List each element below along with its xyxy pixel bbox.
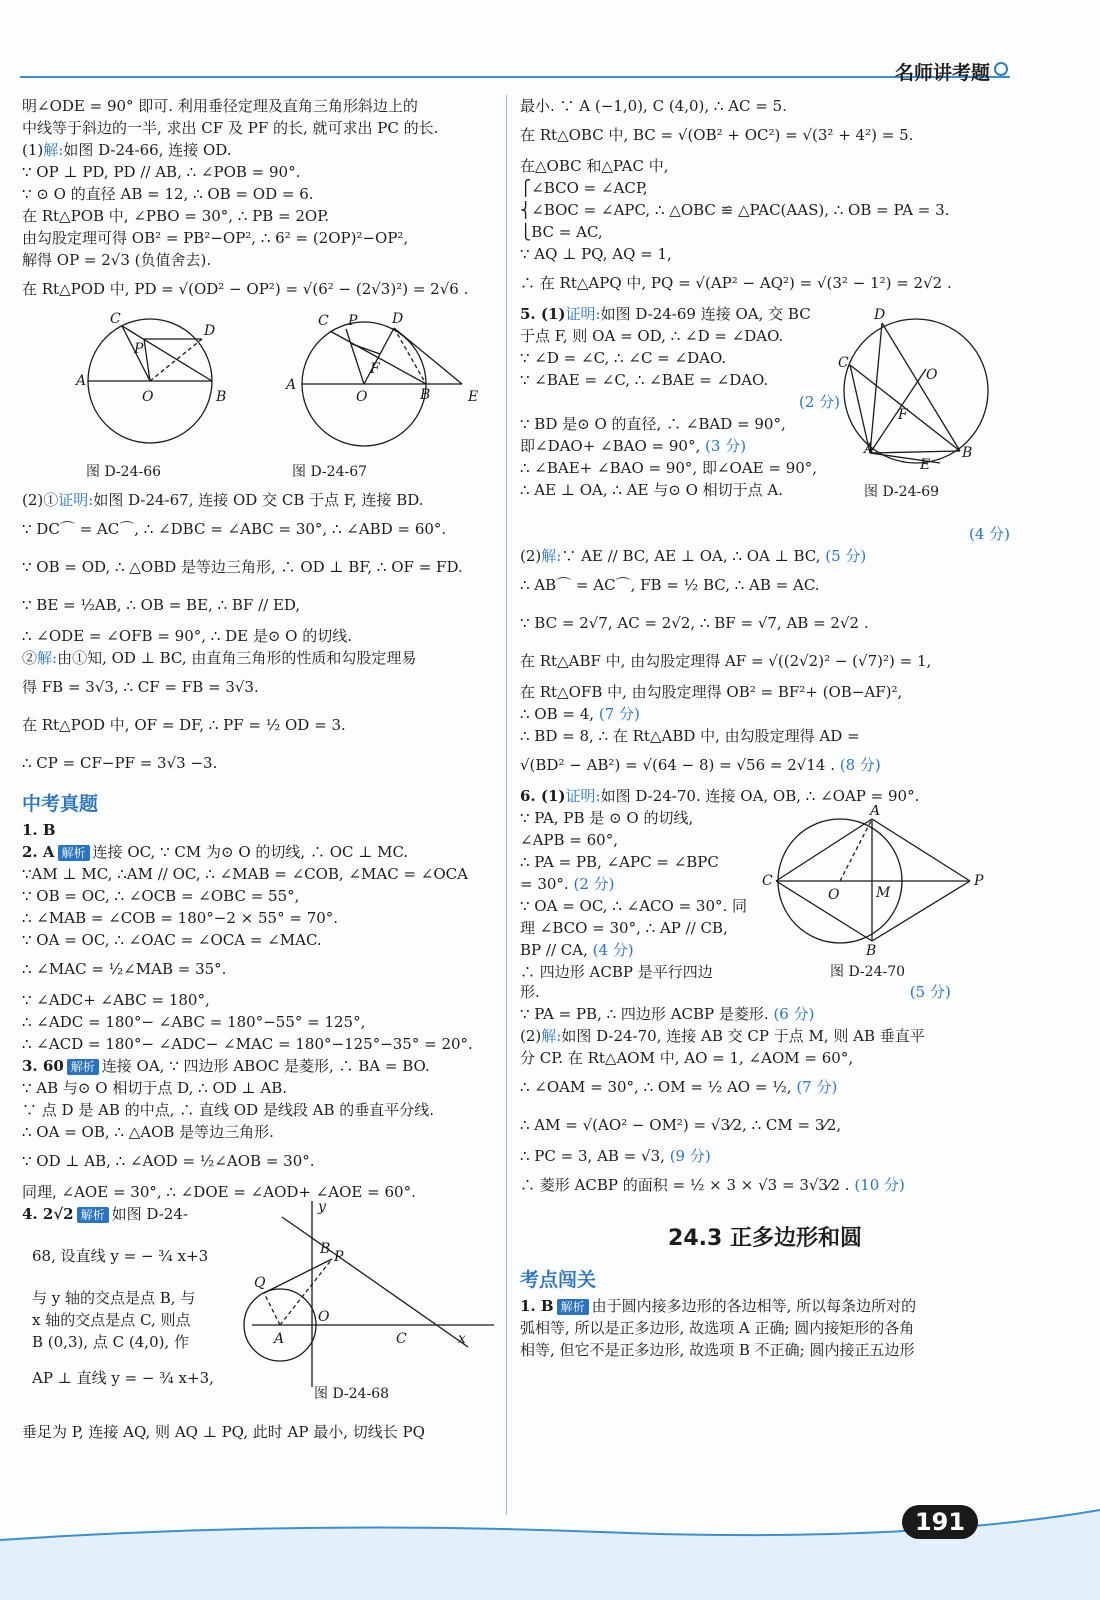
q5-part2-heading: (2)解:∵ AE // BC, AE ⊥ OA, ∴ OA ⊥ BC, (5 分) (520, 547, 867, 565)
fig68-label: y (318, 1199, 326, 1215)
solution-line: = 30°. (2 分) (520, 875, 615, 893)
fig67-label: B (420, 387, 431, 403)
fig69-label: F (898, 407, 908, 423)
fig69-label: C (838, 355, 849, 371)
intro-line: 中线等于斜边的一半, 求出 CF 及 PF 的长, 就可求出 PC 的长. (22, 119, 439, 137)
fig70-label: C (762, 873, 773, 889)
figure-caption: 图 D-24-68 (314, 1386, 390, 1402)
header-circle-icon (994, 62, 1008, 76)
solution-line: ∴ 四边形 ACBP 是平行四边 (520, 963, 713, 981)
solution-line: ∴ AB⌒ = AC⌒, FB = ½ BC, ∴ AB = AC. (520, 576, 820, 594)
solution-line: ∵ BC = 2√7, AC = 2√2, ∴ BF = √7, AB = 2√2 . (520, 614, 869, 632)
question-5-block (520, 303, 1010, 523)
solution-line: 在 Rt△POB 中, ∠PBO = 30°, ∴ PB = 2OP. (22, 207, 330, 225)
solution-line: ∵ PA, PB 是 ⊙ O 的切线, (520, 809, 694, 827)
solution-line: ⎧∠BCO = ∠ACP, (520, 179, 648, 197)
solution-line: ∵ OP ⊥ PD, PD // AB, ∴ ∠POB = 90°. (22, 163, 301, 181)
analysis-tag: 解析 (77, 1207, 109, 1223)
solution-line: ∴ ∠OAM = 30°, ∴ OM = ½ AO = ½, (7 分) (520, 1078, 838, 1096)
proof-tag: 证明: (58, 491, 94, 509)
fig68-label: Q (254, 1275, 266, 1291)
solution-line: ∴ ∠ACD = 180°− ∠ADC− ∠MAC = 180°−125°−35° = 20°. (22, 1035, 473, 1053)
section-heading-exam: 中考真题 (22, 793, 99, 815)
question-6-block (520, 785, 1010, 981)
part3-heading: ②解:由①知, OD ⊥ BC, 由直角三角形的性质和勾股定理易 (22, 649, 417, 667)
solution-line: ∴ ∠BAE+ ∠BAO = 90°, 即∠OAE = 90°, (520, 459, 818, 477)
score-mark: (5 分) (825, 547, 867, 565)
solution-line: B (0,3), 点 C (4,0), 作 (32, 1333, 189, 1351)
solution-line: ∵ AB 与⊙ O 相切于点 D, ∴ OD ⊥ AB. (22, 1079, 288, 1097)
fig69-label: D (874, 307, 886, 323)
solution-line: ∵ OD ⊥ AB, ∴ ∠AOD = ½∠AOB = 30°. (22, 1152, 315, 1170)
part2-heading: (2)①证明:如图 D-24-67, 连接 OD 交 CB 于点 F, 连接 BD. (22, 491, 424, 509)
solution-line: ∴ ∠ODE = ∠OFB = 90°, ∴ DE 是⊙ O 的切线. (22, 627, 353, 645)
solution-line: ∵ OB = OC, ∴ ∠OCB = ∠OBC = 55°, (22, 887, 300, 905)
solution-line: ∴ 在 Rt△APQ 中, PQ = √(AP² − AQ²) = √(3² − 1²) = 2√2 . (520, 274, 952, 292)
solution-tag: 解: (541, 547, 562, 565)
proof-tag: 证明: (565, 305, 601, 323)
score-mark: (2 分) (798, 393, 840, 411)
solution-line: ∵ OA = OC, ∴ ∠OAC = ∠OCA = ∠MAC. (22, 931, 322, 949)
answer-4-heading: 4. 2√2 解析 如图 D-24- (22, 1205, 188, 1223)
fig68-label: C (396, 1331, 407, 1347)
fig69-label: E (920, 457, 931, 473)
solution-line: ∵ ∠ADC+ ∠ABC = 180°, (22, 991, 210, 1009)
solution-tag: 解: (43, 141, 64, 159)
solution-line: 68, 设直线 y = − ¾ x+3 (32, 1247, 209, 1265)
solution-line: √(BD² − AB²) = √(64 − 8) = √56 = 2√14 . (8 分) (520, 756, 881, 774)
fig70-label: P (974, 873, 984, 889)
solution-line: ∵ 点 D 是 AB 的中点, ∴ 直线 OD 是线段 AB 的垂直平分线. (22, 1101, 435, 1119)
analysis-tag: 解析 (557, 1299, 589, 1315)
fig70-label: A (870, 805, 881, 819)
solution-line: ∴ ∠MAB = ∠COB = 180°−2 × 55° = 70°. (22, 909, 339, 927)
solution-tag: 解: (541, 1027, 562, 1045)
figure-caption: 图 D-24-67 (292, 464, 368, 480)
fig69-label: B (962, 445, 973, 461)
fig70-label: O (828, 887, 840, 903)
q5-heading: 5. (1)证明:如图 D-24-69 连接 OA, 交 BC (520, 305, 811, 323)
header-rule (20, 76, 1010, 78)
solution-line: 相等, 但它不是正多边形, 故选项 B 不正确; 圆内接正五边形 (520, 1341, 915, 1359)
fig68-label: P (334, 1249, 344, 1265)
solution-line: 弧相等, 所以是正多边形, 故选项 A 正确; 圆内接矩形的各角 (520, 1319, 915, 1337)
fig70-label: B (866, 943, 877, 955)
solution-line: ∴ AE ⊥ OA, ∴ AE 与⊙ O 相切于点 A. (520, 481, 784, 499)
figure-caption: 图 D-24-69 (864, 484, 940, 500)
k1-heading: 1. B 解析 由于圆内接多边形的各边相等, 所以每条边所对的 (520, 1297, 917, 1315)
section-title: 24.3 正多边形和圆 (668, 1226, 862, 1251)
solution-line: 分 CP. 在 Rt△AOM 中, AO = 1, ∠AOM = 60°, (520, 1049, 854, 1067)
fig68-label: B (320, 1241, 331, 1257)
solution-line: ⎩BC = AC, (520, 223, 603, 241)
solution-line: ∴ AM = √(AO² − OM²) = √3⁄2, ∴ CM = 3⁄2, (520, 1116, 842, 1134)
fig68-label: A (274, 1331, 285, 1347)
solution-line: BP // CA, (4 分) (520, 941, 634, 959)
fig66-label: A (76, 373, 87, 389)
right-column (520, 95, 1010, 1361)
solution-line: 解得 OP = 2√3 (负值舍去). (22, 251, 212, 269)
score-mark: (3 分) (705, 437, 747, 455)
score-mark: (9 分) (669, 1147, 711, 1165)
score-mark: (8 分) (839, 756, 881, 774)
fig66-label: D (204, 323, 216, 339)
figure-d-24-67 (302, 322, 462, 446)
figure-d-24-69 (830, 303, 1010, 483)
score-mark: (4 分) (592, 941, 634, 959)
figure-d-24-66 (88, 319, 212, 443)
fig67-label: A (286, 377, 297, 393)
solution-line: 在 Rt△OFB 中, 由勾股定理得 OB² = BF²+ (OB−AF)², (520, 683, 903, 701)
fig66-label: C (110, 311, 121, 327)
solution-line: 形. (5 分) (520, 983, 951, 1001)
figures-66-67 (22, 309, 500, 489)
fig69-label: O (926, 367, 938, 383)
solution-line: ∵ OB = OD, ∴ △OBD 是等边三角形, ∴ OD ⊥ BF, ∴ OF = FD. (22, 558, 463, 576)
fig67-label: C (318, 313, 329, 329)
left-column (22, 95, 500, 1443)
solution-line: ∵AM ⊥ MC, ∴AM // OC, ∴ ∠MAB = ∠COB, ∠MAC = ∠OCA (22, 865, 468, 883)
solution-line: ∵ AQ ⊥ PQ, AQ = 1, (520, 245, 672, 263)
figure-caption: 图 D-24-70 (830, 964, 906, 980)
score-mark: (6 分) (773, 1005, 815, 1023)
solution-line: 同理, ∠AOE = 30°, ∴ ∠DOE = ∠AOD+ ∠AOE = 60°. (22, 1183, 416, 1201)
solution-line: 在 Rt△POD 中, PD = √(OD² − OP²) = √(6² − (2√3)²) = 2√6 . (22, 280, 469, 298)
solution-line: ∴ 菱形 ACBP 的面积 = ½ × 3 × √3 = 3√3⁄2 . (10 分) (520, 1176, 905, 1194)
answer-1: 1. B (22, 821, 56, 839)
solution-line: 在 Rt△OBC 中, BC = √(OB² + OC²) = √(3² + 4²) = 5. (520, 126, 914, 144)
score-mark: (7 分) (796, 1078, 838, 1096)
header-title: 名师讲考题 (894, 62, 990, 84)
fig66-label: B (216, 389, 227, 405)
proof-tag: 证明: (565, 787, 601, 805)
solution-line: ∵ BE = ½AB, ∴ OB = BE, ∴ BF // ED, (22, 596, 301, 614)
solution-line: 即∠DAO+ ∠BAO = 90°, (3 分) (520, 437, 747, 455)
answer-3-heading: 3. 60 解析 连接 OA, ∵ 四边形 ABOC 是菱形, ∴ BA = BO. (22, 1057, 430, 1075)
solution-line: 于点 F, 则 OA = OD, ∴ ∠D = ∠DAO. (520, 327, 784, 345)
fig67-label: O (356, 389, 368, 405)
q6-heading: 6. (1)证明:如图 D-24-70. 连接 OA, OB, ∴ ∠OAP = 90°. (520, 787, 920, 805)
solution-line: 在 Rt△POD 中, OF = DF, ∴ PF = ½ OD = 3. (22, 716, 346, 734)
score-mark: (7 分) (598, 705, 640, 723)
solution-line: 最小. ∵ A (−1,0), C (4,0), ∴ AC = 5. (520, 97, 787, 115)
fig67-label: F (370, 361, 380, 377)
fig68-label: O (318, 1309, 330, 1325)
fig67-label: D (392, 311, 404, 327)
solution-line: ∴ CP = CF−PF = 3√3 −3. (22, 754, 218, 772)
solution-line: ∵ BD 是⊙ O 的直径, ∴ ∠BAD = 90°, (520, 415, 786, 433)
fig68-label: x (458, 1331, 466, 1347)
solution-line: 在△OBC 和△PAC 中, (520, 157, 669, 175)
solution-tag: 解: (37, 649, 58, 667)
figure-caption: 图 D-24-66 (86, 464, 162, 480)
fig66-label: O (142, 389, 154, 405)
fig67-label: P (348, 313, 358, 329)
score-mark: (5 分) (909, 983, 951, 1001)
solution-line: ∠APB = 60°, (520, 831, 618, 849)
intro-line: 明∠ODE = 90° 即可. 利用垂径定理及直角三角形斜边上的 (22, 97, 418, 115)
solution-line: ∵ ⊙ O 的直径 AB = 12, ∴ OB = OD = 6. (22, 185, 314, 203)
solution-line: ∴ ∠ADC = 180°− ∠ABC = 180°−55° = 125°, (22, 1013, 366, 1031)
section-heading-checkpoint: 考点闯关 (520, 1269, 597, 1291)
fig66-label: P (134, 341, 144, 357)
answer-4-block (22, 1199, 500, 1421)
analysis-tag: 解析 (67, 1059, 99, 1075)
score-mark: (10 分) (854, 1176, 905, 1194)
solution-line: ∴ PC = 3, AB = √3, (9 分) (520, 1147, 711, 1165)
solution-line: ∴ ∠MAC = ½∠MAB = 35°. (22, 960, 227, 978)
solution-line: ⎨∠BOC = ∠APC, ∴ △OBC ≌ △PAC(AAS), ∴ OB = PA = 3. (520, 201, 950, 219)
solution-line: 在 Rt△ABF 中, 由勾股定理得 AF = √((2√2)² − (√7)²) = 1, (520, 652, 932, 670)
column-divider (506, 95, 507, 1515)
solution-line: x 轴的交点是点 C, 则点 (32, 1311, 191, 1329)
solution-line: ∴ BD = 8, ∴ 在 Rt△ABD 中, 由勾股定理得 AD = (520, 727, 860, 745)
solution-line: ∵ ∠D = ∠C, ∴ ∠C = ∠DAO. (520, 349, 727, 367)
fig70-label: M (876, 885, 891, 901)
solution-line: ∴ OA = OB, ∴ △AOB 是等边三角形. (22, 1123, 274, 1141)
solution-line: ∵ OA = OC, ∴ ∠ACO = 30°. 同 (520, 897, 748, 915)
solution-line: ∵ DC⌒ = AC⌒, ∴ ∠DBC = ∠ABC = 30°, ∴ ∠ABD = 60°. (22, 520, 447, 538)
solution-line: 理 ∠BCO = 30°, ∴ AP // CB, (520, 919, 728, 937)
solution-line: 得 FB = 3√3, ∴ CF = FB = 3√3. (22, 678, 259, 696)
solution-line: 由勾股定理可得 OB² = PB²−OP², ∴ 6² = (2OP)²−OP², (22, 229, 409, 247)
fig69-label: A (864, 441, 875, 457)
figure-d-24-70 (756, 805, 996, 955)
fig67-label: E (468, 389, 479, 405)
figure-d-24-68 (242, 1197, 500, 1397)
solution-line: ∵ ∠BAE = ∠C, ∴ ∠BAE = ∠DAO. (520, 371, 769, 389)
q6-part2-heading: (2)解:如图 D-24-70, 连接 AB 交 CP 于点 M, 则 AB 垂直平 (520, 1027, 925, 1045)
solution-line: ∵ PA = PB, ∴ 四边形 ACBP 是菱形. (6 分) (520, 1005, 815, 1023)
score-mark: (2 分) (573, 875, 615, 893)
page-number: 191 (902, 1505, 978, 1539)
answer-2-heading: 2. A 解析 连接 OC, ∵ CM 为⊙ O 的切线, ∴ OC ⊥ MC. (22, 843, 409, 861)
solution-line: ∴ PA = PB, ∠APC = ∠BPC (520, 853, 719, 871)
solution-line: 垂足为 P, 连接 AQ, 则 AQ ⊥ PQ, 此时 AP 最小, 切线长 PQ (22, 1423, 425, 1441)
analysis-tag: 解析 (58, 845, 90, 861)
solution-line: AP ⊥ 直线 y = − ¾ x+3, (32, 1369, 214, 1387)
solution-line: ∴ OB = 4, (7 分) (520, 705, 640, 723)
solution-line: 与 y 轴的交点是点 B, 与 (32, 1289, 196, 1307)
part1-heading: (1)解:如图 D-24-66, 连接 OD. (22, 141, 232, 159)
score-mark: (4 分) (968, 525, 1010, 543)
